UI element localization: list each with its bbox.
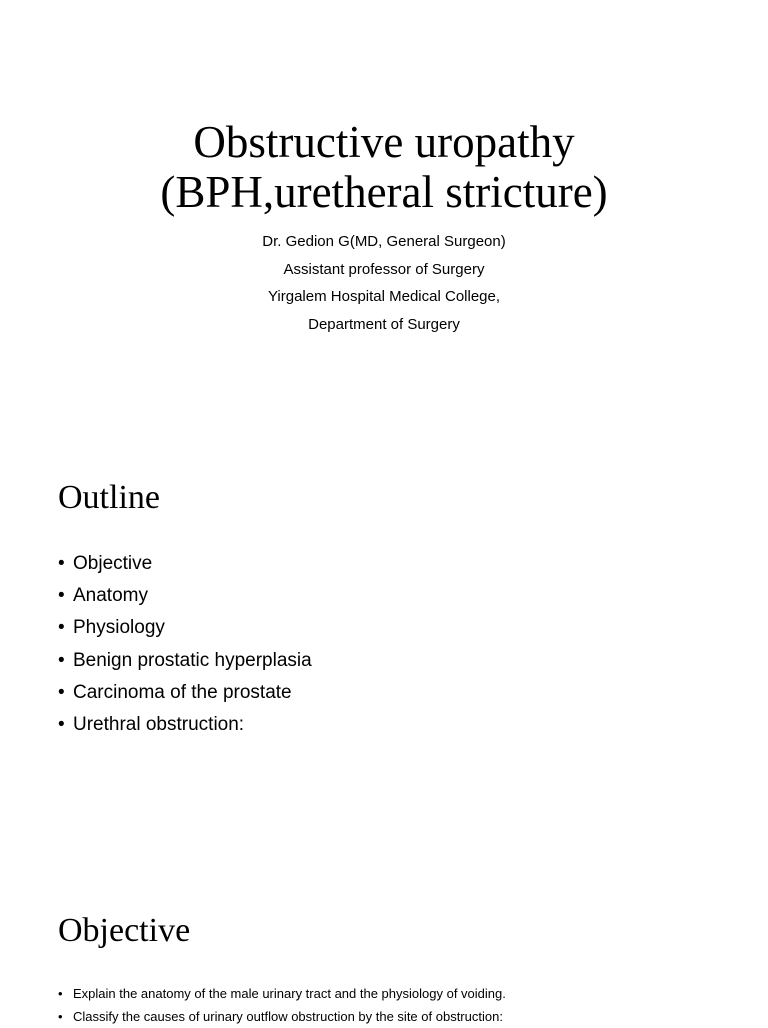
list-item-text: Carcinoma of the prostate <box>73 682 292 703</box>
bullet-icon: • <box>58 612 73 644</box>
list-item <box>58 1006 506 1028</box>
list-item <box>58 548 312 580</box>
list-item <box>58 612 312 644</box>
bullet-icon: • <box>58 1006 73 1028</box>
bullet-icon: • <box>58 645 73 677</box>
list-item <box>58 677 312 709</box>
list-item <box>58 580 312 612</box>
author-line: Dr. Gedion G(MD, General Surgeon) <box>0 228 768 256</box>
outline-slide <box>0 434 768 868</box>
title-line-2: (BPH,uretheral stricture) <box>0 166 768 218</box>
objective-heading: Objective <box>58 911 190 951</box>
subtitle-block <box>0 228 768 338</box>
title-slide <box>0 0 768 434</box>
list-item-text: Classify the causes of urinary outflow obstruction by the site of obstruction: <box>73 1009 503 1024</box>
position-line: Assistant professor of Surgery <box>0 256 768 284</box>
list-item-text: Benign prostatic hyperplasia <box>73 650 312 671</box>
list-item <box>58 709 312 741</box>
list-item <box>58 983 506 1006</box>
list-item-text: Explain the anatomy of the male urinary tract and the physiology of voiding. <box>73 986 506 1001</box>
objective-list <box>58 983 506 1028</box>
bullet-icon: • <box>58 677 73 709</box>
outline-list <box>58 548 312 741</box>
bullet-icon: • <box>58 548 73 580</box>
objective-slide <box>0 868 768 1024</box>
department-line: Department of Surgery <box>0 311 768 339</box>
list-item-text: Urethral obstruction: <box>73 714 244 735</box>
list-item-text: Anatomy <box>73 585 148 606</box>
bullet-icon: • <box>58 983 73 1006</box>
institution-line: Yirgalem Hospital Medical College, <box>0 283 768 311</box>
list-item-text: Objective <box>73 553 152 574</box>
title-line-1: Obstructive uropathy <box>0 116 768 168</box>
list-item-text: Physiology <box>73 617 165 638</box>
bullet-icon: • <box>58 580 73 612</box>
outline-heading: Outline <box>58 478 160 518</box>
bullet-icon: • <box>58 709 73 741</box>
list-item <box>58 645 312 677</box>
